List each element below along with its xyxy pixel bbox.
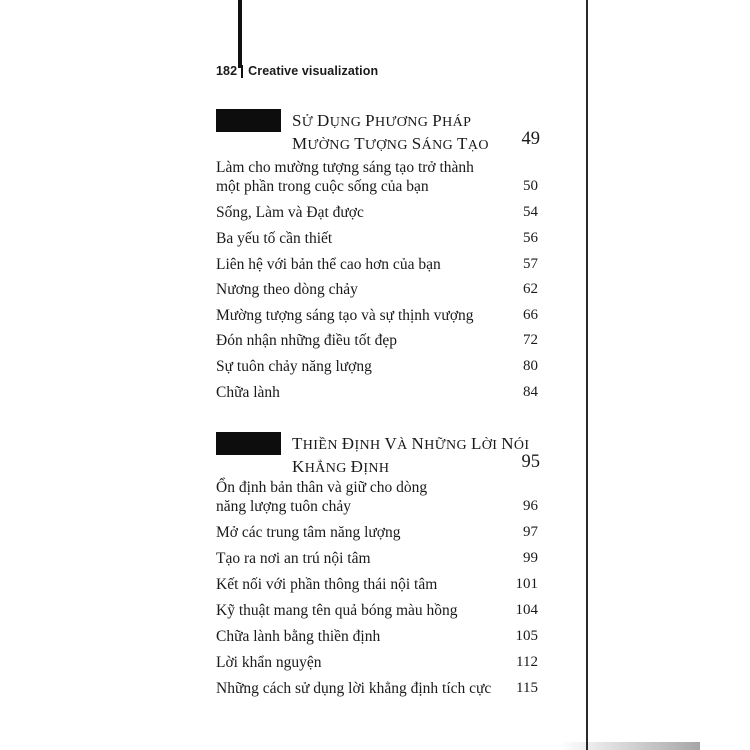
toc-entry-page: 62 bbox=[523, 281, 538, 297]
toc-entry-page: 72 bbox=[523, 332, 538, 348]
toc-entry-title: Kết nối với phần thông thái nội tâm bbox=[216, 576, 438, 593]
toc-entry[interactable] bbox=[216, 679, 538, 698]
page-shadow bbox=[560, 742, 700, 750]
toc-entry-title: Liên hệ với bản thể cao hơn của bạn bbox=[216, 256, 441, 273]
toc-entry[interactable] bbox=[216, 203, 538, 222]
toc-entry-title-line2: một phần trong cuộc sống của bạn bbox=[216, 178, 429, 195]
section-title-line1: THIỀN ĐỊNH VÀ NHỮNG LỜI NÓI bbox=[292, 434, 530, 453]
section-title-line2: MƯỜNG TƯỢNG SÁNG TẠO bbox=[292, 134, 489, 153]
toc-entry-title: Mường tượng sáng tạo và sự thịnh vượng bbox=[216, 307, 474, 324]
toc-entry[interactable] bbox=[216, 306, 538, 325]
page-edge bbox=[586, 0, 588, 750]
toc-entry-page: 101 bbox=[515, 576, 538, 592]
running-head-separator bbox=[241, 65, 243, 78]
toc-entry-title: Chữa lành bbox=[216, 384, 280, 401]
section-title-line1: SỬ DỤNG PHƯƠNG PHÁP bbox=[292, 111, 472, 130]
toc-entry-title: Mở các trung tâm năng lượng bbox=[216, 524, 401, 541]
toc-entry-page: 80 bbox=[523, 358, 538, 374]
toc-entry-page: 97 bbox=[523, 524, 538, 540]
toc-entry-page: 105 bbox=[515, 628, 538, 644]
section-heading bbox=[216, 430, 540, 476]
book-title: Creative visualization bbox=[248, 64, 379, 78]
section-marker-bar bbox=[216, 432, 281, 455]
toc-entry[interactable] bbox=[216, 331, 538, 350]
section-heading bbox=[216, 107, 540, 153]
toc-entry-page: 50 bbox=[523, 178, 538, 194]
toc-entry[interactable] bbox=[216, 357, 538, 376]
running-head bbox=[216, 64, 378, 78]
toc-entry-title: Lời khẩn nguyện bbox=[216, 654, 322, 671]
toc-entry-page: 66 bbox=[523, 307, 538, 323]
toc-entry[interactable] bbox=[216, 627, 538, 646]
toc-entry[interactable] bbox=[216, 523, 538, 542]
toc-entry-title: Sự tuôn chảy năng lượng bbox=[216, 358, 372, 375]
toc-entry[interactable] bbox=[216, 383, 538, 402]
toc-entry-page: 96 bbox=[523, 498, 538, 514]
toc-entry-title-line2: năng lượng tuôn chảy bbox=[216, 498, 351, 515]
toc-entry-title-line1: Làm cho mường tượng sáng tạo trở thành bbox=[216, 159, 474, 176]
toc-entry-title: Chữa lành bằng thiền định bbox=[216, 628, 381, 645]
toc-entry-title-line1: Ổn định bản thân và giữ cho dòng bbox=[216, 479, 428, 496]
toc-entry-title: Những cách sử dụng lời khẳng định tích cực bbox=[216, 680, 492, 697]
toc-entry-page: 56 bbox=[523, 230, 538, 246]
toc-entry-page: 99 bbox=[523, 550, 538, 566]
toc-entry[interactable] bbox=[216, 549, 538, 568]
toc-entry[interactable] bbox=[216, 653, 538, 672]
section-title-line2: KHẲNG ĐỊNH bbox=[292, 457, 390, 476]
toc-entry-title: Sống, Làm và Đạt được bbox=[216, 204, 364, 221]
section-page: 49 bbox=[521, 129, 540, 149]
toc-entry[interactable] bbox=[216, 158, 538, 196]
toc-entry-title: Tạo ra nơi an trú nội tâm bbox=[216, 550, 371, 567]
toc-entry[interactable] bbox=[216, 255, 538, 274]
page-number: 182 bbox=[216, 64, 238, 78]
toc-entry-page: 112 bbox=[516, 654, 538, 670]
toc-entry-page: 84 bbox=[523, 384, 538, 400]
toc-entry-page: 104 bbox=[515, 602, 538, 618]
section-marker-bar bbox=[216, 109, 281, 132]
toc-entry-title: Đón nhận những điều tốt đẹp bbox=[216, 332, 398, 349]
spine-line bbox=[238, 0, 242, 68]
toc-entry-title: Nương theo dòng chảy bbox=[216, 281, 358, 298]
toc-entry[interactable] bbox=[216, 280, 538, 299]
toc-entry[interactable] bbox=[216, 478, 538, 516]
section-page: 95 bbox=[521, 452, 540, 472]
toc-entry[interactable] bbox=[216, 229, 538, 248]
toc-entry-title: Kỹ thuật mang tên quả bóng màu hồng bbox=[216, 602, 458, 619]
toc-entry-page: 57 bbox=[523, 256, 538, 272]
toc-entry[interactable] bbox=[216, 601, 538, 620]
toc-entry-page: 115 bbox=[516, 680, 538, 696]
toc-entry[interactable] bbox=[216, 575, 538, 594]
toc-entry-title: Ba yếu tố cần thiết bbox=[216, 230, 333, 247]
toc-entry-page: 54 bbox=[523, 204, 538, 220]
